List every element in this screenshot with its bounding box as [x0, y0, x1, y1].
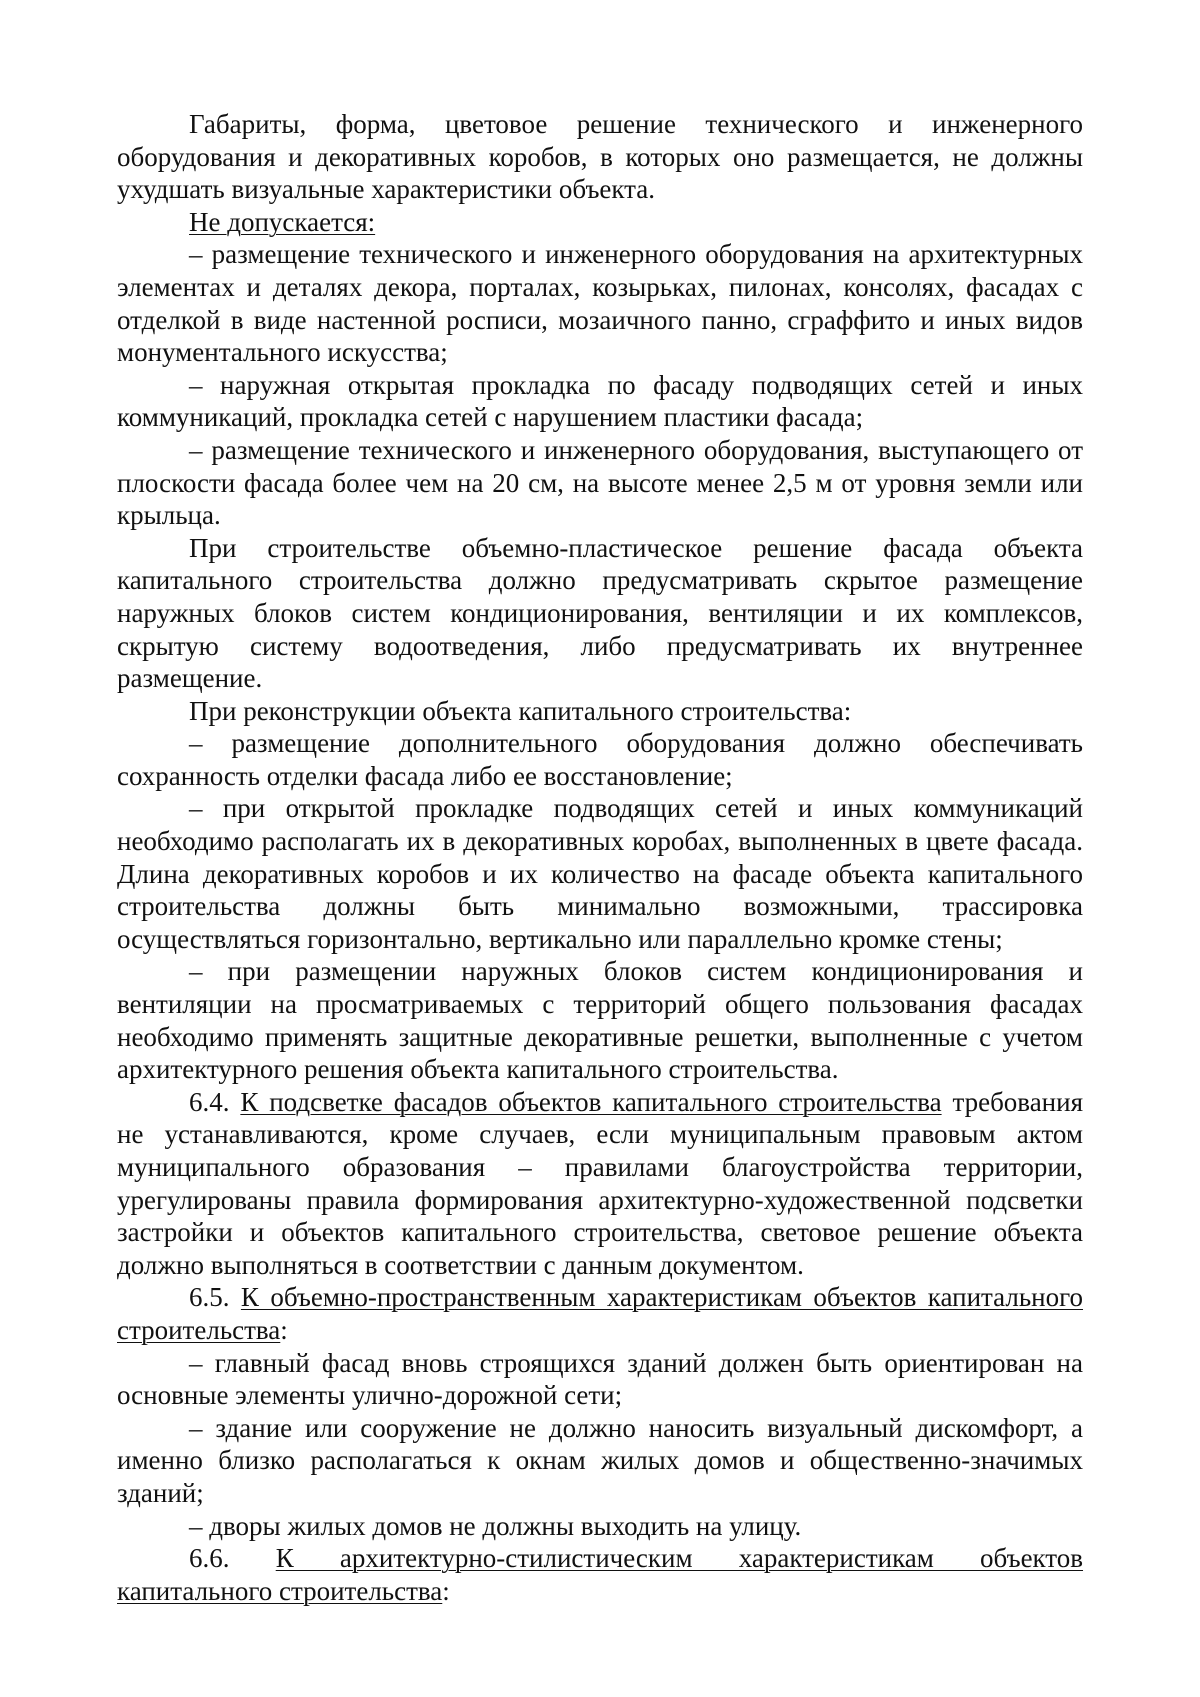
- paragraph: [117, 1412, 1083, 1510]
- paragraph-text: – при открытой прокладке подводящих сетей и иных коммуникаций необходимо располагать их в декоративных коробах, выполненных в цвете фасада. Длина декоративных коробов и их количество на фасаде объекта капитального строительства должны быть минимально возможными, трассировка осуществляться горизонтально, вертикально или параллельно кромке стены;: [117, 793, 1083, 954]
- document-body: [117, 108, 1083, 1607]
- paragraph: [117, 695, 1083, 728]
- paragraph: [117, 1086, 1083, 1282]
- paragraph: [117, 238, 1083, 368]
- paragraph-text: – здание или сооружение не должно наносить визуальный дискомфорт, а именно близко располагаться к окнам жилых домов и общественно-значимых зданий;: [117, 1412, 1083, 1508]
- paragraph: [117, 206, 1083, 239]
- paragraph-text: При реконструкции объекта капитального строительства:: [189, 695, 852, 726]
- underlined-heading: К подсветке фасадов объектов капитального строительства: [240, 1086, 942, 1117]
- paragraph: [117, 792, 1083, 955]
- paragraph: [117, 434, 1083, 532]
- paragraph: [117, 1347, 1083, 1412]
- paragraph-text: – наружная открытая прокладка по фасаду подводящих сетей и иных коммуникаций, прокладка сетей с нарушением пластики фасада;: [117, 369, 1083, 433]
- paragraph-prefix: 6.6.: [189, 1543, 276, 1574]
- paragraph: [117, 727, 1083, 792]
- paragraph-text: :: [280, 1314, 288, 1345]
- paragraph: [117, 955, 1083, 1085]
- paragraph-text: – размещение технического и инженерного оборудования на архитектурных элементах и деталях декора, порталах, козырьках, пилонах, консолях, фасадах с отделкой в виде настенной росписи, мозаичного панно, сграффито и иных видов монументального искусства;: [117, 239, 1083, 368]
- paragraph: [117, 369, 1083, 434]
- paragraph-text: :: [442, 1575, 450, 1606]
- paragraph: [117, 1542, 1083, 1607]
- paragraph-text: – при размещении наружных блоков систем кондиционирования и вентиляции на просматриваемых с территорий общего пользования фасадах необходимо применять защитные декоративные решетки, выполненные с учетом архитектурного решения объекта капитального строительства.: [117, 956, 1083, 1085]
- underlined-heading: Не допускается:: [189, 206, 376, 237]
- paragraph: [117, 532, 1083, 695]
- paragraph-prefix: 6.4.: [189, 1086, 241, 1117]
- paragraph: [117, 1281, 1083, 1346]
- paragraph: [117, 108, 1083, 206]
- paragraph-text: При строительстве объемно-пластическое решение фасада объекта капитального строительства должно предусматривать скрытое размещение наружных блоков систем кондиционирования, вентиляции и их комплексов, скрытую систему водоотведения, либо предусматривать их внутреннее размещение.: [117, 532, 1083, 694]
- underlined-heading: К объемно-пространственным характеристикам объектов капитального строительства: [117, 1282, 1084, 1345]
- paragraph-text: – главный фасад вновь строящихся зданий должен быть ориентирован на основные элементы улично-дорожной сети;: [117, 1347, 1083, 1411]
- paragraph-text: – размещение технического и инженерного оборудования, выступающего от плоскости фасада более чем на 20 см, на высоте менее 2,5 м от уровня земли или крыльца.: [117, 434, 1083, 531]
- paragraph-text: – дворы жилых домов не должны выходить на улицу.: [189, 1510, 802, 1541]
- paragraph-prefix: 6.5.: [189, 1282, 241, 1313]
- underlined-heading: К архитектурно-стилистическим характеристикам объектов капитального строительства: [117, 1543, 1084, 1606]
- paragraph: [117, 1510, 1083, 1543]
- paragraph-text: требования не устанавливаются, кроме случаев, если муниципальным правовым актом муниципального образования – правилами благоустройства территории, урегулированы правила формирования архитектурно-художественной подсветки застройки и объектов капитального строительства, световое решение объекта должно выполняться в соответствии с данным документом.: [117, 1086, 1083, 1280]
- paragraph-text: Габариты, форма, цветовое решение технического и инженерного оборудования и декоративных коробов, в которых оно размещается, не должны ухудшать визуальные характеристики объекта.: [117, 109, 1083, 205]
- paragraph-text: – размещение дополнительного оборудования должно обеспечивать сохранность отделки фасада либо ее восстановление;: [117, 728, 1083, 791]
